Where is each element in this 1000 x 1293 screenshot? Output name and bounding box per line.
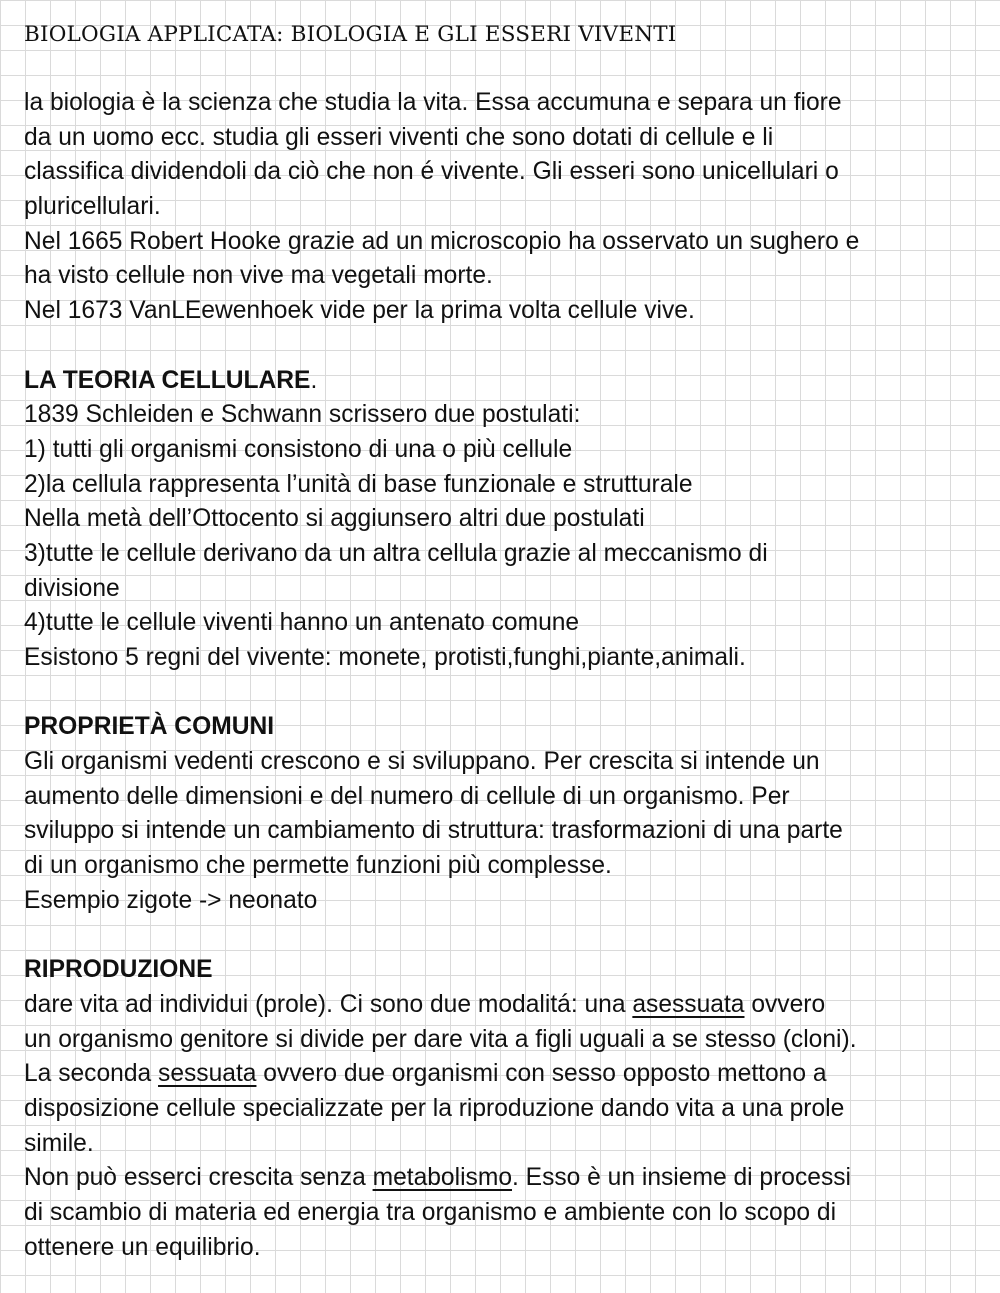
text-line: disposizione cellule specializzate per la riproduzione dando vita a una prole [24,1094,845,1122]
text-line: Nel 1673 VanLEewenhoek vide per la prima volta cellule vive. [24,297,695,325]
text-line: un organismo genitore si divide per dare vita a figli uguali a se stesso (cloni). [24,1025,857,1053]
text-line: di un organismo che permette funzioni più complesse. [24,852,612,880]
text-line: 1839 Schleiden e Schwann scrissero due postulati: [24,401,581,429]
text-line: simile. [24,1129,94,1157]
heading-text: LA TEORIA CELLULARE [24,366,311,394]
text-line: Nel 1665 Robert Hooke grazie ad un microscopio ha osservato un sughero e [24,227,860,255]
teoria-section [24,364,984,676]
text-line: classifica dividendoli da ciò che non é vivente. Gli esseri sono unicellulari o [24,158,839,186]
text-span: . Esso è un insieme di processi [512,1164,852,1192]
text-line: 3)tutte le cellule derivano da un altra cellula grazie al meccanismo di [24,539,768,567]
text-line: aumento delle dimensioni e del numero di cellule di un organismo. Per [24,782,790,810]
riproduzione-section [24,953,984,1265]
text-line: Esistono 5 regni del vivente: monete, protisti,funghi,piante,animali. [24,644,746,671]
text-line [24,1161,984,1196]
underlined-term: asessuata [632,990,745,1018]
text-span: ovvero [744,990,826,1018]
section-heading: RIPRODUZIONE [24,956,213,984]
section-spacer [24,919,984,954]
note-page [24,18,984,1265]
text-line: 4)tutte le cellule viventi hanno un antenato comune [24,609,580,637]
intro-section [24,86,984,329]
section-spacer [24,676,984,711]
text-line: Nella metà dell’Ottocento si aggiunsero altri due postulati [24,505,645,533]
text-line: la biologia è la scienza che studia la vita. Essa accumuna e separa un fiore [24,89,842,116]
text-line: divisione [24,574,120,602]
text-line: 1) tutti gli organismi consistono di una o più cellule [24,435,573,463]
text-line: pluricellulari. [24,193,161,221]
text-line: sviluppo si intende un cambiamento di struttura: trasformazioni di una parte [24,817,843,845]
text-line [24,1057,984,1092]
text-span: Non può esserci crescita senza [24,1164,373,1192]
text-span: ovvero due organismi con sesso opposto mettono a [256,1060,827,1088]
text-span: dare vita ad individui (prole). Ci sono due modalitá: una [24,990,633,1018]
section-spacer [24,329,984,364]
page-title: BIOLOGIA APPLICATA: BIOLOGIA E GLI ESSERI VIVENTI [24,22,677,47]
text-line: Esempio zigote -> neonato [24,886,318,914]
text-line: da un uomo ecc. studia gli esseri viventi che sono dotati di cellule e li [24,123,774,151]
heading-punctuation: . [310,366,318,394]
text-line: Gli organismi vedenti crescono e si sviluppano. Per crescita si intende un [24,748,820,776]
underlined-term: metabolismo [372,1164,512,1192]
section-heading [24,364,984,399]
text-line: ha visto cellule non vive ma vegetali morte. [24,262,493,290]
section-heading: PROPRIETÀ COMUNI [24,713,275,741]
text-line [24,988,984,1023]
text-span: La seconda [24,1060,159,1088]
text-line: di scambio di materia ed energia tra organismo e ambiente con lo scopo di [24,1199,837,1226]
underlined-term: sessuata [158,1060,257,1088]
text-line: 2)la cellula rappresenta l’unità di base funzionale e strutturale [24,470,693,498]
proprieta-section [24,710,984,918]
text-line: ottenere un equilibrio. [24,1233,261,1261]
